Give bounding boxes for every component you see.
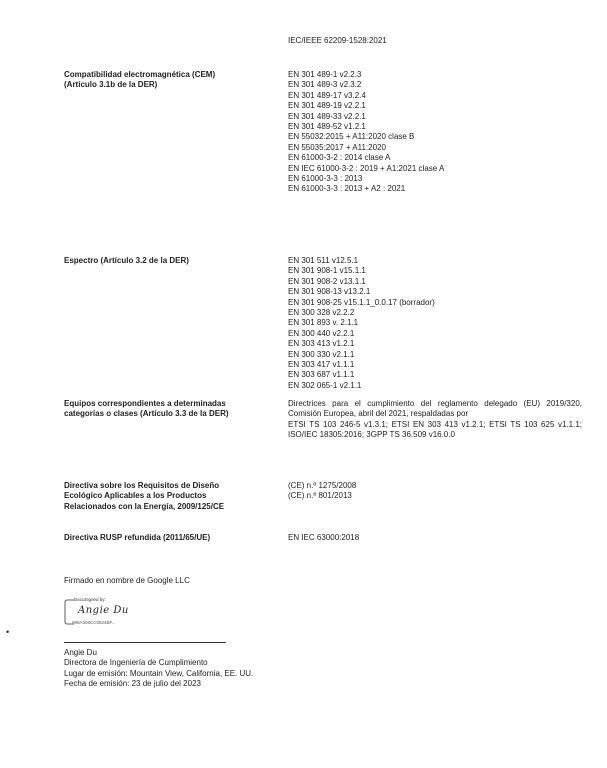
standard-item: EN 302 065-1 v2.1.1 bbox=[288, 380, 362, 390]
section-label: Directiva RUSP refundida (2011/65/UE) bbox=[64, 533, 211, 542]
regulation-item: (CE) n.º 801/2013 bbox=[288, 491, 352, 501]
standard-item: EN 301 489-3 v2.3.2 bbox=[288, 80, 362, 90]
standard-item: EN 61000-3-3 : 2013 + A2 : 2021 bbox=[288, 184, 406, 194]
standard-item: EN 301 908-13 v13.2.1 bbox=[288, 287, 371, 297]
standard-item: EN 300 330 v2.1.1 bbox=[288, 349, 355, 359]
standard-item: EN IEC 61000-3-2 : 2019 + A1:2021 clase A bbox=[288, 163, 445, 173]
signer-details bbox=[64, 648, 384, 690]
section-values bbox=[288, 533, 582, 543]
section-label: Espectro (Artículo 3.2 de la DER) bbox=[64, 256, 189, 265]
standard-item: EN 301 908-25 v15.1.1_0.0.17 (borrador) bbox=[288, 297, 435, 307]
standard-item: EN IEC 63000:2018 bbox=[288, 533, 360, 542]
standards-text: ETSI TS 103 246-5 v1.3.1; ETSI EN 303 413 v1.2.1; ETSI TS 103 625 v1.1.1; ISO/IEC 18305:2016; 3GPP TS 36.509 v16.0.0 bbox=[288, 419, 582, 440]
section-values bbox=[288, 399, 582, 441]
standard-item: EN 301 489-19 v2.2.1 bbox=[288, 101, 366, 111]
section-label: Compatibilidad electromagnética (CEM) (Artículo 3.1b de la DER) bbox=[64, 70, 216, 90]
standard-item: EN 301 489-17 v3.2.4 bbox=[288, 90, 366, 100]
standard-item: EN 303 417 v1.1.1 bbox=[288, 360, 355, 370]
standard-item: EN 303 687 v1.1.1 bbox=[288, 370, 355, 380]
section-label: Directiva sobre los Requisitos de Diseño Ecológico Aplicables a los Productos Relacionados con la Energía, 2009/125/CE bbox=[64, 481, 225, 511]
docusign-box bbox=[64, 597, 154, 627]
standard-item: EN 301 489-52 v1.2.1 bbox=[288, 122, 366, 132]
guideline-text: Directrices para el cumplimiento del reglamento delegado (EU) 2019/320, Comisión Europea, abril del 2021, respaldadas por bbox=[288, 399, 582, 419]
signer-title: Directora de Ingeniería de Cumplimiento bbox=[64, 658, 208, 668]
standard-item: EN 301 489-33 v2.2.1 bbox=[288, 111, 366, 121]
standard-item: EN 301 908-2 v13.1.1 bbox=[288, 276, 366, 286]
section-values bbox=[288, 256, 582, 391]
standard-item: EN 301 489-1 v2.2.3 bbox=[288, 70, 362, 79]
standard-item: EN 55035:2017 + A11:2020 bbox=[288, 142, 386, 152]
standard-item: EN 301 908-1 v15.1.1 bbox=[288, 266, 366, 276]
issue-place: Lugar de emisión: Mountain View, California, EE. UU. bbox=[64, 668, 254, 678]
standard-item: EN 301 893 v. 2.1.1 bbox=[288, 318, 359, 328]
standard-item: EN 303 413 v1.2.1 bbox=[288, 339, 355, 349]
section-values bbox=[288, 70, 582, 195]
standard-item: EN 55032:2015 + A11:2020 clase B bbox=[288, 132, 415, 142]
docusign-header: DocuSigned by: bbox=[74, 597, 106, 602]
issue-date: Fecha de emisión: 23 de julio del 2023 bbox=[64, 679, 201, 689]
signer-name: Angie Du bbox=[64, 648, 97, 657]
docusign-envelope-id: 989A308CC0524BF... bbox=[72, 620, 116, 625]
regulation-item: (CE) n.º 1275/2008 bbox=[288, 481, 357, 490]
top-standard-line: IEC/IEEE 62209-1528:2021 bbox=[288, 36, 387, 45]
standard-item: EN 61000-3-2 : 2014 clase A bbox=[288, 153, 391, 163]
handwritten-signature: Angie Du bbox=[78, 605, 129, 616]
standard-item: EN 61000-3-3 : 2013 bbox=[288, 174, 363, 184]
bullet-mark: • bbox=[6, 627, 10, 637]
standard-item: EN 300 440 v2.2.1 bbox=[288, 328, 355, 338]
standard-item: EN 300 328 v2.2.2 bbox=[288, 308, 355, 318]
signed-on-behalf: Firmado en nombre de Google LLC bbox=[64, 576, 190, 585]
section-label: Equipos correspondientes a determinadas categorías o clases (Artículo 3.3 de la DER) bbox=[64, 399, 229, 419]
standard-item: EN 301 511 v12.5.1 bbox=[288, 256, 359, 265]
section-values bbox=[288, 481, 582, 502]
signature-line bbox=[64, 642, 226, 643]
